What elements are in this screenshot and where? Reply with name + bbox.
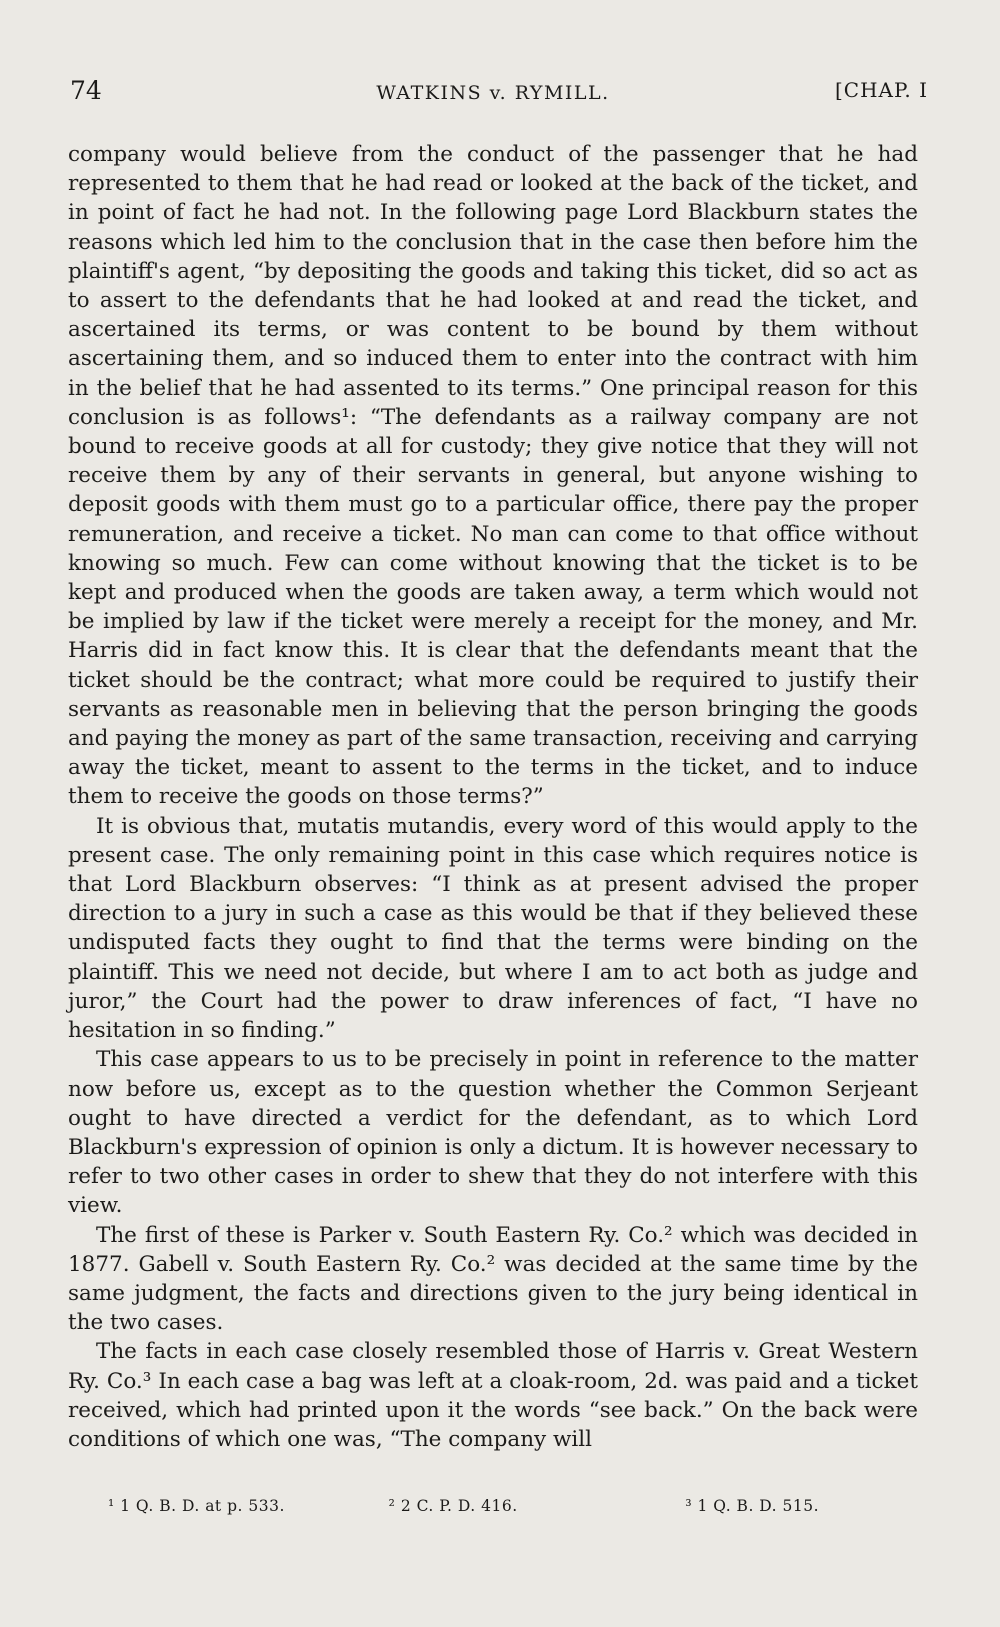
paragraph-3: This case appears to us to be precisely in point in reference to the matter now before us, except as to the question whether the Common Serjeant ought to have directed a verdict for the defendant, as to which Lord Blackburn's expression of opinion is only a dictum. It is however necessary to refer to two other cases in order to shew that they do not interfere with this view. (68, 1047, 918, 1219)
paragraph-5: The facts in each case closely resembled those of Harris v. Great Western Ry. Co.³ In each case a bag was left at a cloak-room, 2d. was paid and a ticket received, which had printed upon it the words “see back.” On the back were conditions of which one was, “The company will (68, 1339, 918, 1452)
page-body (68, 140, 918, 1454)
footnote-1: ¹ 1 Q. B. D. at p. 533. (108, 1497, 285, 1515)
paragraph-1: company would believe from the conduct of the passenger that he had represented to them that he had read or looked at the back of the ticket, and in point of fact he had not. In the following page Lord Blackburn states the reasons which led him to the conclusion that in the case then before him the plaintiff's agent, “by depositing the goods and taking this ticket, did so act as to assert to the defendants that he had looked at and read the ticket, and ascertained its terms, or was content to be bound by them without ascertaining them, and so induced them to enter into the contract with him in the belief that he had assented to its terms.” One principal reason for this conclusion is as follows¹: “The defendants as a railway company are not bound to receive goods at all for custody; they give notice that they will not receive them by any of their servants in general, but anyone wishing to deposit goods with them must go to a particular office, there pay the proper remuneration, and receive a ticket. No man can come to that office without knowing so much. Few can come without knowing that the ticket is to be kept and produced when the goods are taken away, a term which would not be implied by law if the ticket were merely a receipt for the money, and Mr. Harris did in fact know this. It is clear that the defendants meant that the ticket should be the contract; what more could be required to justify their servants as reasonable men in believing that the person bringing the goods and paying the money as part of the same transaction, receiving and carrying away the ticket, meant to assent to the terms in the ticket, and to induce them to receive the goods on those terms?” (68, 142, 918, 810)
footnote-2: ² 2 C. P. D. 416. (388, 1497, 518, 1515)
footnotes (68, 1497, 918, 1515)
page-header (68, 76, 928, 118)
paragraph-4: The first of these is Parker v. South Eastern Ry. Co.² which was decided in 1877. Gabell v. South Eastern Ry. Co.² was decided at the same time by the same judgment, the facts and directions given to the jury being identical in the two cases. (68, 1222, 918, 1336)
running-title: WATKINS v. RYMILL. (376, 82, 610, 104)
chapter-label: [CHAP. I (834, 78, 928, 102)
footnote-3: ³ 1 Q. B. D. 515. (685, 1497, 820, 1515)
paragraph-2: It is obvious that, mutatis mutandis, every word of this would apply to the present case. The only remaining point in this case which requires notice is that Lord Blackburn observes: “I think as at present advised the proper direction to a jury in such a case as this would be that if they believed these undisputed facts they ought to find that the terms were binding on the plaintiff. This we need not decide, but where I am to act both as judge and juror,” the Court had the power to draw inferences of fact, “I have no hesitation in so finding.” (68, 813, 918, 1044)
page-number: 74 (70, 76, 102, 105)
